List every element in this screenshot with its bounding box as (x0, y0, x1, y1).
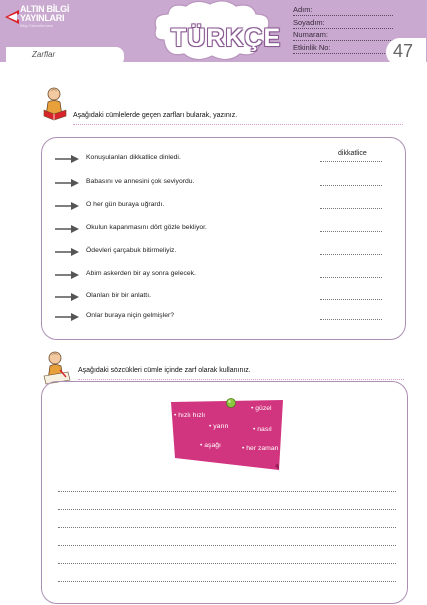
word-item: • güzel (251, 405, 272, 412)
arrow-right-icon (55, 271, 79, 279)
arrow-right-icon (55, 248, 79, 256)
grade-suffix: SINIF (204, 10, 220, 16)
student-info (293, 4, 393, 54)
student-reading-icon (40, 86, 70, 122)
word-text: güzel (255, 405, 272, 412)
sentence-text: Okulun kapanmasını dört gözle bekliyor. (86, 224, 207, 231)
instruction1-underline (73, 124, 403, 125)
instruction2-underline (78, 379, 404, 380)
answer-blank[interactable] (320, 299, 382, 300)
sentence-text: Olanları bir bir anlattı. (86, 292, 151, 299)
word-item: • her zaman (242, 445, 279, 452)
topic-tab (6, 47, 124, 66)
subject-title: TÜRKÇE (171, 24, 282, 52)
exercise1-row (42, 200, 405, 212)
word-item: • hızlı hızlı (174, 412, 206, 419)
word-text: aşağı (204, 442, 221, 449)
grade-number: 6 (188, 5, 196, 20)
sentence-text: O her gün buraya uğrardı. (86, 201, 165, 208)
sentence-text: Babasını ve annesini çok seviyordu. (86, 178, 195, 185)
sentence-text: Konuşulanları dikkatlice dinledi. (86, 154, 181, 161)
writing-line[interactable] (58, 527, 396, 528)
surname-field[interactable]: Soyadım: (293, 17, 393, 29)
writing-line[interactable] (58, 545, 396, 546)
word-text: yarın (213, 423, 229, 430)
word-item: • nasıl (253, 426, 272, 433)
answer-blank[interactable] (320, 254, 382, 255)
exercise1-row (42, 291, 405, 303)
sentence-text: Ödevleri çarçabuk bitirmeliyiz. (86, 247, 177, 254)
topic-title: Zarflar (32, 50, 56, 59)
name-field[interactable]: Adım: (293, 4, 393, 16)
page-number: 47 (393, 41, 414, 61)
arrow-right-icon (55, 293, 79, 301)
writing-line[interactable] (58, 509, 396, 510)
exercise1-box (41, 137, 406, 340)
word-text: her zaman (246, 445, 279, 452)
brand-sub: Bilgi Güncellemesi (20, 23, 53, 28)
example-answer: dikkatlice (338, 150, 367, 157)
activity-number-field[interactable]: Etkinlik No: (293, 42, 393, 54)
writing-line[interactable] (58, 563, 396, 564)
exercise1-row (42, 223, 405, 235)
arrow-right-icon (55, 179, 79, 187)
exercise1-row (42, 246, 405, 258)
arrow-right-icon (55, 225, 79, 233)
arrow-right-icon (55, 313, 79, 321)
answer-blank[interactable] (320, 277, 382, 278)
sentence-text: Onlar buraya niçin gelmişler? (86, 312, 175, 319)
exercise1-row (42, 269, 405, 281)
answer-blank[interactable] (320, 231, 382, 232)
exercise1-row (42, 177, 405, 189)
number-field[interactable]: Numaram: (293, 29, 393, 41)
word-item: • aşağı (200, 442, 221, 449)
brand-line1: ALTIN BİLGİ (20, 4, 70, 14)
arrow-right-icon (55, 155, 79, 163)
sentence-text: Abim askerden bir ay sonra gelecek. (86, 270, 196, 277)
answer-blank[interactable] (320, 208, 382, 209)
answer-blank[interactable] (320, 185, 382, 186)
answer-blank[interactable] (320, 319, 382, 320)
word-text: hızlı hızlı (178, 412, 206, 419)
brand-line2: YAYINLARI (20, 13, 65, 23)
word-item: • yarın (209, 423, 229, 430)
exercise1-instruction: Aşağıdaki cümlelerde geçen zarfları bularak, yazınız. (73, 112, 238, 119)
publisher-brand (20, 5, 90, 29)
exercise2-instruction: Aşağıdaki sözcükleri cümle içinde zarf olarak kullanınız. (78, 367, 251, 374)
exercise1-row (42, 311, 405, 323)
writing-line[interactable] (58, 491, 396, 492)
answer-blank[interactable] (320, 161, 382, 162)
word-text: nasıl (257, 426, 272, 433)
arrow-right-icon (55, 202, 79, 210)
pushpin-icon (224, 397, 238, 409)
writing-line[interactable] (58, 581, 396, 582)
